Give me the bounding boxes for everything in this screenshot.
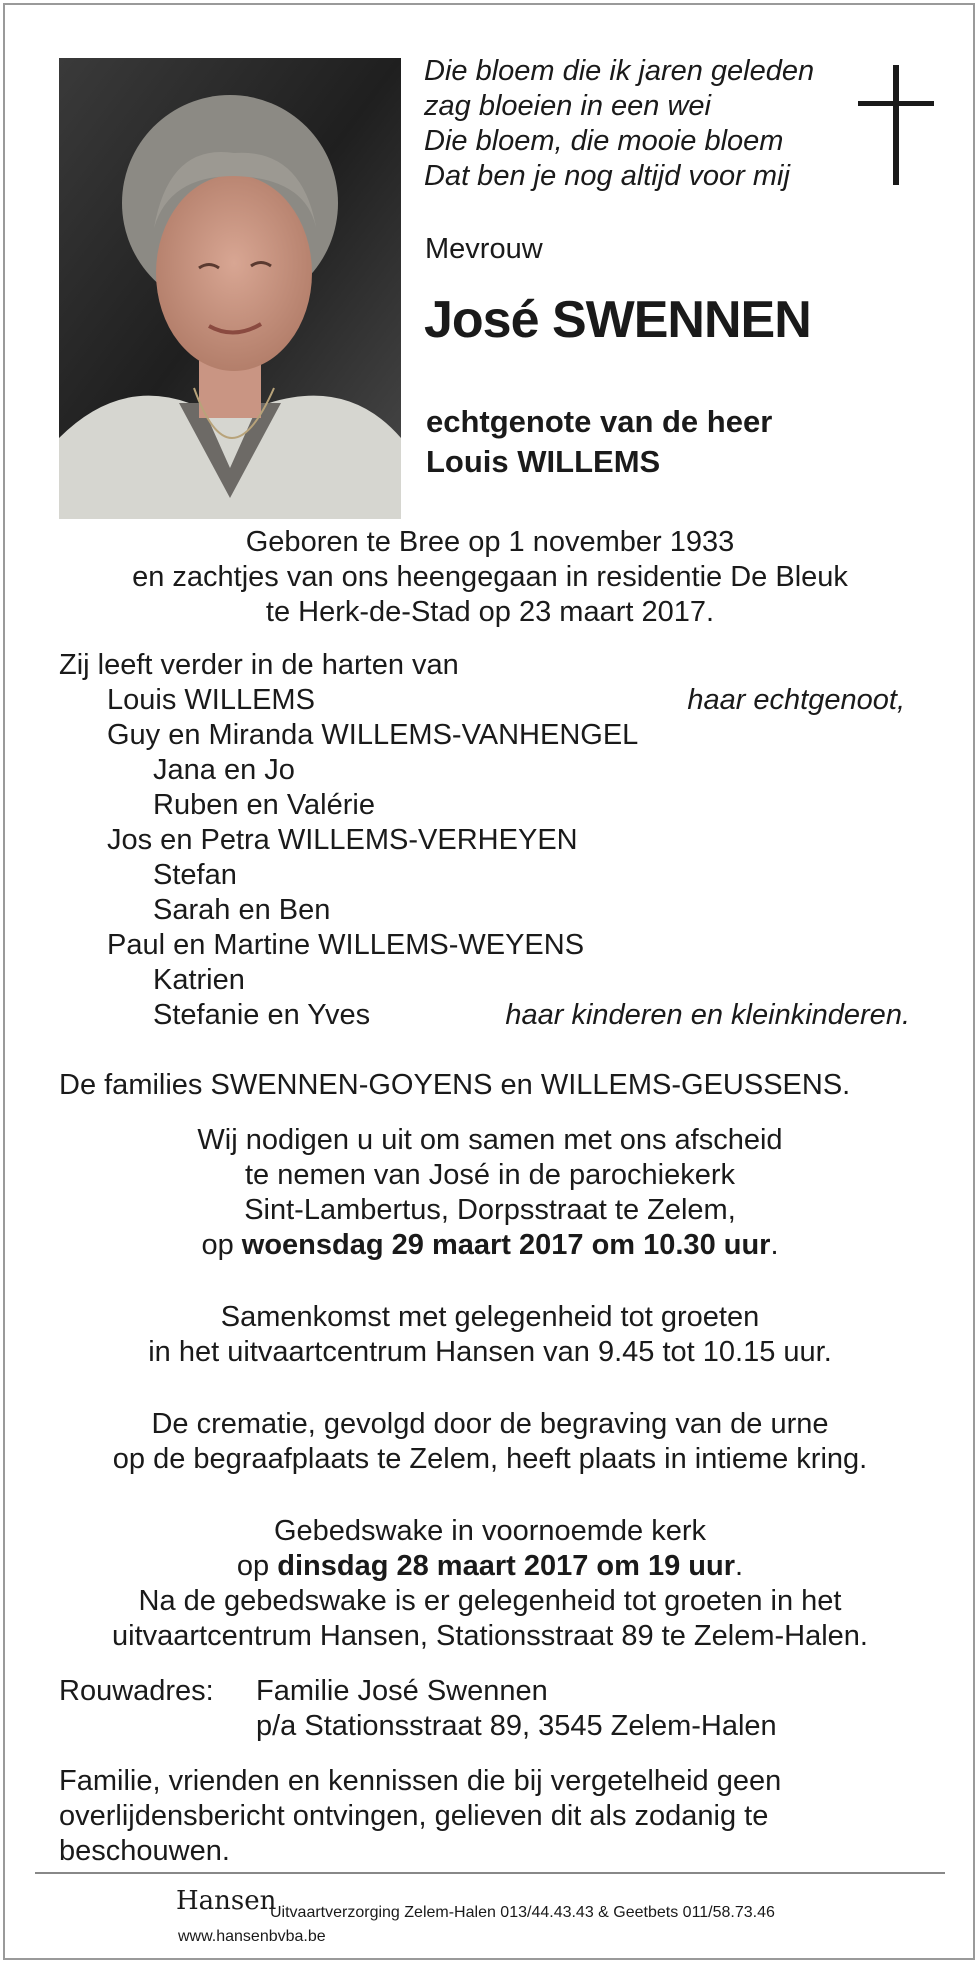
grandchild: Jana en Jo — [153, 754, 295, 786]
cross-icon — [858, 65, 934, 185]
grandchild: Stefanie en Yves — [153, 999, 371, 1031]
survivor-family-1: Guy en Miranda WILLEMS-VANHENGEL — [107, 719, 639, 751]
address-label: Rouwadres: — [59, 1675, 214, 1707]
title-prefix: Mevrouw — [425, 233, 543, 265]
vigil-prefix: op — [236, 1550, 270, 1582]
families-line: De families SWENNEN-GOYENS en WILLEMS-GEUSSENS. — [59, 1069, 851, 1101]
spouse-line-2: Louis WILLEMS — [426, 444, 661, 479]
survivor-spouse: Louis WILLEMS — [107, 684, 315, 716]
vigil-suffix: . — [735, 1550, 744, 1582]
survivors-intro: Zij leeft verder in de harten van — [59, 649, 459, 681]
birth-line-3: te Herk-de-Stad op 23 maart 2017. — [265, 596, 715, 628]
grandchild: Ruben en Valérie — [153, 789, 375, 821]
grandchild: Sarah en Ben — [153, 894, 331, 926]
poem-line: Dat ben je nog altijd voor mij — [424, 160, 790, 192]
survivor-family-3: Paul en Martine WILLEMS-WEYENS — [107, 929, 585, 961]
service-line-1: Wij nodigen u uit om samen met ons afscheid — [197, 1124, 783, 1156]
children-role: haar kinderen en kleinkinderen. — [505, 999, 910, 1031]
service-suffix: . — [770, 1229, 779, 1261]
service-datetime: woensdag 29 maart 2017 om 10.30 uur — [241, 1229, 771, 1261]
closing-line-1: Familie, vrienden en kennissen die bij vergetelheid geen — [59, 1765, 782, 1797]
address-line-2: p/a Stationsstraat 89, 3545 Zelem-Halen — [256, 1710, 777, 1742]
address-line-1: Familie José Swennen — [256, 1675, 548, 1707]
grandchild: Katrien — [153, 964, 245, 996]
gathering-line-1: Samenkomst met gelegenheid tot groeten — [220, 1301, 760, 1333]
vigil-line-3: Na de gebedswake is er gelegenheid tot groeten in het — [138, 1585, 842, 1617]
birth-line-2: en zachtjes van ons heengegaan in residentie De Bleuk — [132, 561, 848, 593]
vigil-line-2 — [0, 1549, 980, 1584]
vigil-datetime: dinsdag 28 maart 2017 om 19 uur — [277, 1550, 735, 1582]
poem-line: Die bloem, die mooie bloem — [424, 125, 784, 157]
footer-divider — [35, 1872, 945, 1874]
service-prefix: op — [201, 1229, 234, 1261]
poem — [424, 54, 814, 194]
closing-line-3: beschouwen. — [59, 1835, 230, 1867]
service-line-3: Sint-Lambertus, Dorpsstraat te Zelem, — [244, 1194, 736, 1226]
survivor-family-2: Jos en Petra WILLEMS-VERHEYEN — [107, 824, 578, 856]
deceased-name: José SWENNEN — [424, 291, 811, 349]
vigil-line-4: uitvaartcentrum Hansen, Stationsstraat 89 te Zelem-Halen. — [112, 1620, 868, 1652]
portrait-photo — [59, 58, 401, 519]
funeral-home-contact: Uitvaartverzorging Zelem-Halen 013/44.43.43 & Geetbets 011/58.73.46 — [270, 1904, 775, 1921]
birth-line-1: Geboren te Bree op 1 november 1933 — [245, 526, 735, 558]
vigil-line-1: Gebedswake in voornoemde kerk — [273, 1515, 706, 1547]
portrait-image — [59, 58, 401, 519]
gathering-line-2: in het uitvaartcentrum Hansen van 9.45 tot 10.15 uur. — [148, 1336, 832, 1368]
poem-line: zag bloeien in een wei — [424, 90, 711, 122]
cremation-line-2: op de begraafplaats te Zelem, heeft plaats in intieme kring. — [112, 1443, 868, 1475]
closing-line-2: overlijdensbericht ontvingen, gelieven dit als zodanig te — [59, 1800, 769, 1832]
spouse-role: haar echtgenoot, — [687, 684, 905, 716]
poem-line: Die bloem die ik jaren geleden — [424, 55, 815, 87]
funeral-home-url[interactable]: www.hansenbvba.be — [178, 1928, 326, 1945]
service-line-2: te nemen van José in de parochiekerk — [244, 1159, 736, 1191]
spouse-line-1: echtgenote van de heer — [426, 404, 773, 439]
service-line-4 — [0, 1228, 980, 1263]
grandchild: Stefan — [153, 859, 237, 891]
funeral-home-logo: Hansen — [176, 1886, 277, 1916]
cremation-line-1: De crematie, gevolgd door de begraving van de urne — [151, 1408, 829, 1440]
